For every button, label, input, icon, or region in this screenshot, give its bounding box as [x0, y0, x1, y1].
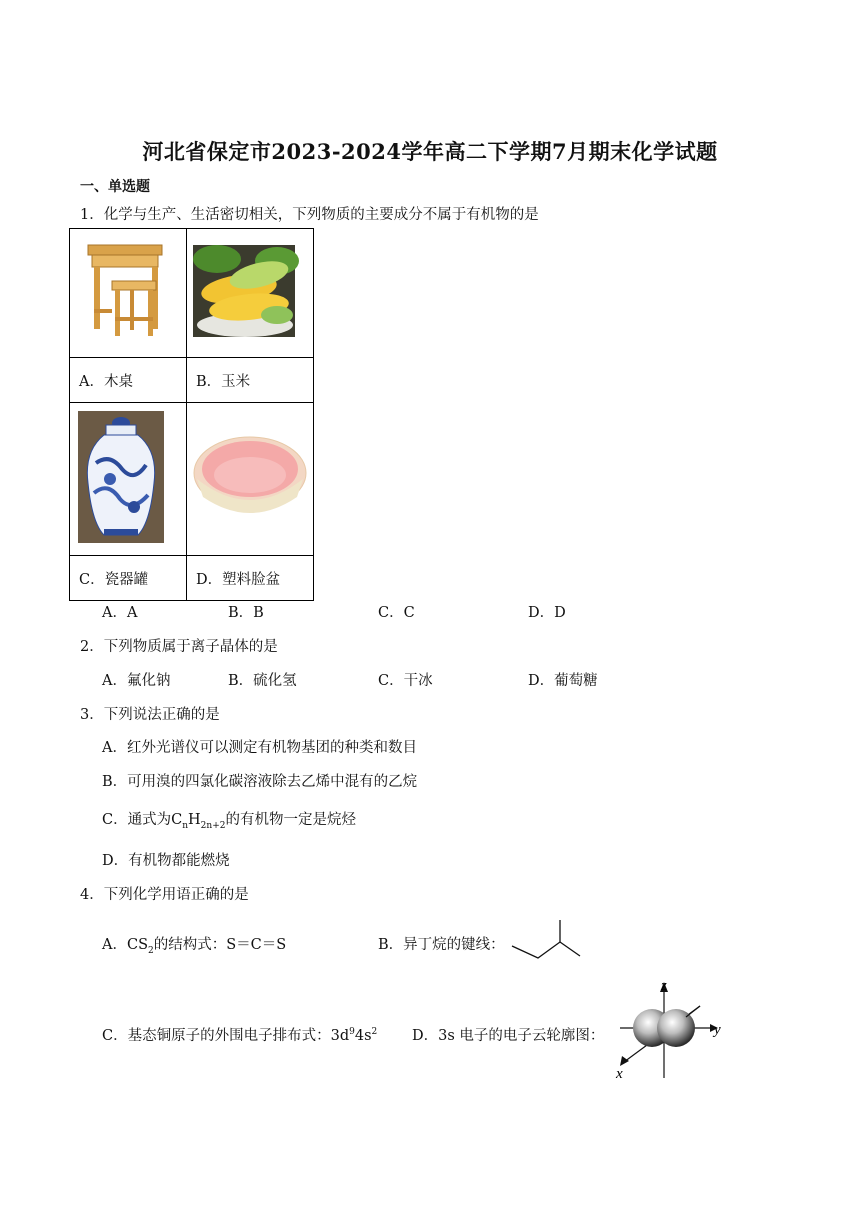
q2-option-c[interactable]: C．干冰: [378, 673, 433, 689]
q4-option-c[interactable]: C．基态铜原子的外围电子排布式：$3d^94s^2$: [102, 1027, 378, 1044]
axis-label-y: y: [714, 1022, 721, 1038]
wooden-desk-image: [70, 229, 186, 353]
question-1-image-table: [69, 228, 314, 601]
q1-option-d[interactable]: D．D: [528, 605, 566, 621]
q2-option-a[interactable]: A．氟化钠: [102, 673, 171, 689]
cell-label-d: D．塑料脸盆: [187, 556, 314, 601]
copper-configuration: $3d^94s^2$: [330, 1027, 378, 1044]
axis-label-x: x: [616, 1066, 623, 1082]
basin-image-cell: [187, 403, 314, 556]
cell-label-a: A．木桌: [70, 358, 187, 403]
plastic-basin-image: [187, 403, 313, 551]
cell-label-c: C．瓷器罐: [70, 556, 187, 601]
cs2-formula: $CS_2$: [126, 937, 154, 956]
porcelain-jar-image: [70, 403, 186, 551]
q3-option-c-prefix: C．通式为: [102, 812, 172, 828]
alkane-formula: $C_nH_{2n+2}$: [171, 812, 226, 831]
corn-image-cell: [187, 229, 314, 358]
cell-label-b: B．玉米: [187, 358, 314, 403]
q3-option-c-suffix: 的有机物一定是烷烃: [225, 812, 356, 828]
q3-option-d[interactable]: D．有机物都能燃烧: [102, 853, 230, 869]
q1-option-c[interactable]: C．C: [378, 605, 415, 621]
jar-image-cell: [70, 403, 187, 556]
q2-option-b[interactable]: B．硫化氢: [228, 673, 297, 689]
q4-option-a[interactable]: A．$CS_2$的结构式：S＝C＝S: [102, 937, 287, 956]
question-3-stem: 3．下列说法正确的是: [80, 707, 220, 723]
corn-image: [187, 229, 313, 353]
page-title: 河北省保定市2023-2024学年高二下学期7月期末化学试题: [142, 139, 718, 164]
section-heading: 一、单选题: [80, 179, 150, 195]
q3-option-a[interactable]: A．红外光谱仪可以测定有机物基团的种类和数目: [102, 740, 417, 756]
q4-option-b[interactable]: B．异丁烷的键线：: [378, 937, 505, 953]
q1-option-b[interactable]: B．B: [228, 605, 264, 621]
isobutane-skeletal-formula: [508, 916, 584, 962]
orbital-diagram: [606, 976, 730, 1082]
question-1-stem: 1．化学与生产、生活密切相关，下列物质的主要成分不属于有机物的是: [80, 207, 539, 223]
desk-image-cell: [70, 229, 187, 358]
q1-option-a[interactable]: A．A: [102, 605, 138, 621]
q2-option-d[interactable]: D．葡萄糖: [528, 673, 598, 689]
question-2-stem: 2．下列物质属于离子晶体的是: [80, 639, 278, 655]
axis-label-z: z: [661, 978, 667, 994]
q4-option-d[interactable]: D．3s 电子的电子云轮廓图：: [412, 1028, 605, 1044]
q3-option-c[interactable]: [102, 808, 356, 831]
question-4-stem: 4．下列化学用语正确的是: [80, 887, 249, 903]
q3-option-b[interactable]: B．可用溴的四氯化碳溶液除去乙烯中混有的乙烷: [102, 774, 418, 790]
